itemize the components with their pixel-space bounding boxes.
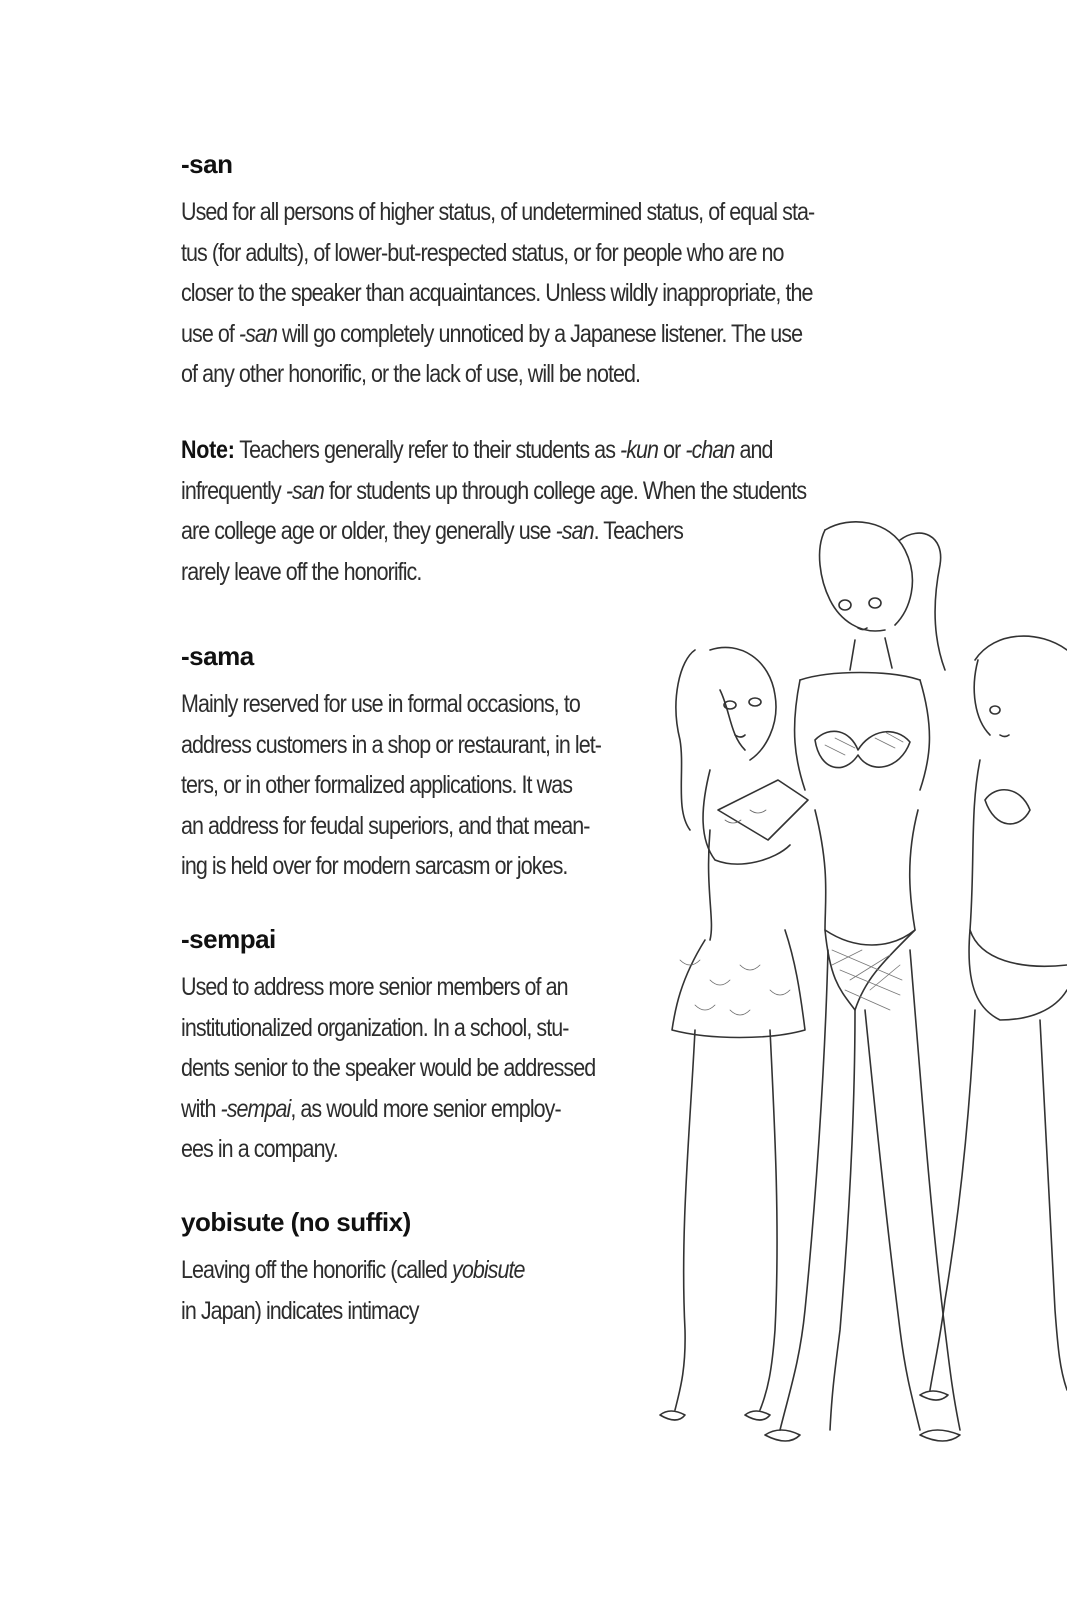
section-note [181, 430, 1041, 592]
text-run: , as would more senior employ- [290, 1094, 561, 1123]
text-run: for students up through college age. When the students [323, 476, 807, 505]
text-run: use of [181, 319, 239, 348]
italic-term: -san [238, 319, 277, 348]
italic-term: -kun [620, 436, 659, 464]
text-line: institutionalized organization. In a school, stu- [181, 1013, 569, 1042]
text-line: in Japan) indicates intimacy [181, 1296, 419, 1325]
italic-term: -san [285, 476, 324, 505]
text-run: Teachers generally refer to their students as [234, 436, 621, 464]
text-run: and [734, 436, 773, 464]
text-run: or [658, 436, 686, 464]
text-line: closer to the speaker than acquaintances. Unless wildly inappropriate, the [181, 279, 813, 307]
term-sempai: -sempai [181, 924, 276, 954]
text-line: ters, or in other formalized applications. It was [181, 771, 573, 799]
text-run: Leaving off the honorific (called [181, 1256, 453, 1284]
text-line [181, 1250, 921, 1291]
definition-sama [181, 684, 921, 887]
text-line: Used to address more senior members of an [181, 973, 568, 1001]
text-run: . Teachers [593, 517, 683, 545]
text-line: Mainly reserved for use in formal occasions, to [181, 690, 580, 718]
text-line: tus (for adults), of lower-but-respected status, or for people who are no [181, 238, 784, 267]
text-run: are college age or older, they generally use [181, 517, 556, 545]
note-label: Note: [181, 436, 235, 464]
text-line [181, 1089, 921, 1130]
italic-term: -san [555, 517, 594, 545]
italic-term: -sempai [220, 1094, 291, 1123]
section-sama [181, 640, 1041, 887]
text-line: an address for feudal superiors, and that mean- [181, 811, 590, 840]
text-run: with [181, 1094, 221, 1123]
term-yobisute: yobisute (no suffix) [181, 1207, 411, 1237]
term-sama: -sama [181, 641, 254, 671]
definition-san [181, 192, 921, 395]
italic-term: yobisute [452, 1256, 525, 1284]
text-run: will go completely unnoticed by a Japanese listener. The use [276, 319, 803, 348]
text-line: address customers in a shop or restaurant, in let- [181, 730, 601, 759]
section-san [181, 148, 1041, 395]
definition-sempai [181, 967, 921, 1170]
text-line: rarely leave off the honorific. [181, 557, 422, 586]
text-run: infrequently [181, 476, 286, 505]
term-san: -san [181, 149, 233, 179]
text-line: dents senior to the speaker would be addressed [181, 1054, 596, 1082]
section-yobisute [181, 1206, 1041, 1331]
text-line: of any other honorific, or the lack of use, will be noted. [181, 360, 641, 388]
text-line: Used for all persons of higher status, of undetermined status, of equal sta- [181, 198, 815, 226]
italic-term: -chan [685, 436, 735, 464]
section-sempai [181, 923, 1041, 1170]
text-line: ing is held over for modern sarcasm or jokes. [181, 852, 568, 880]
text-line: ees in a company. [181, 1135, 338, 1163]
text-line [181, 471, 921, 512]
text-line [181, 430, 921, 471]
text-line [181, 511, 921, 552]
note-paragraph [181, 430, 921, 592]
text-line [181, 314, 921, 355]
definition-yobisute [181, 1250, 921, 1331]
